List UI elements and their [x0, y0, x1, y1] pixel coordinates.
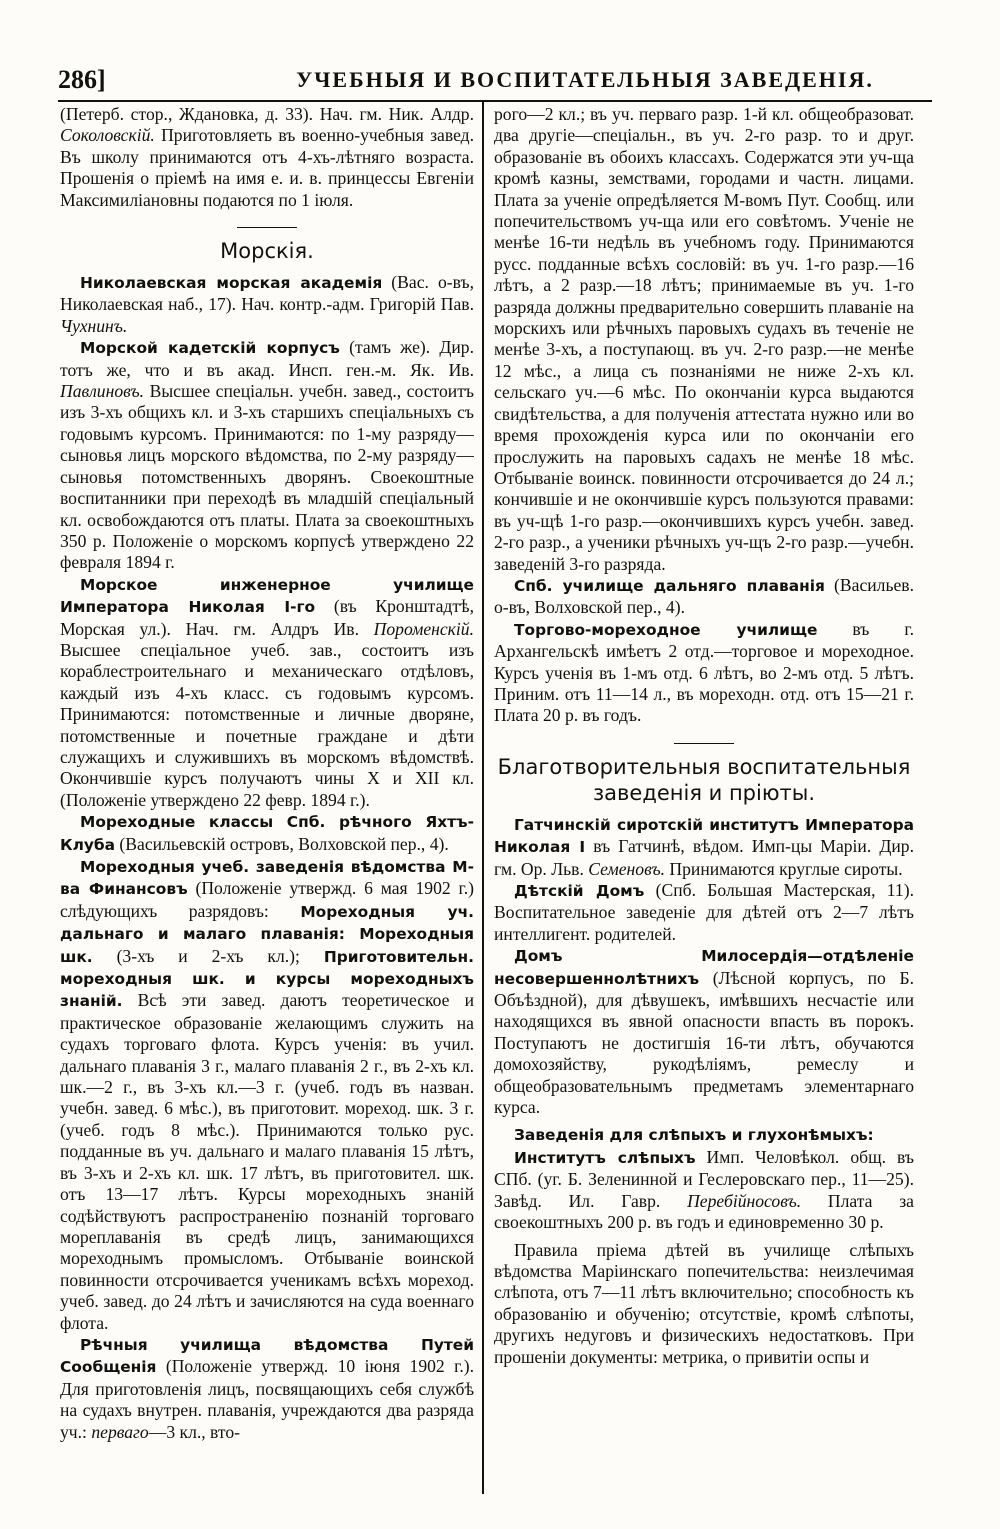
- entry-paragraph: Домъ Милосердія—отдѣленіе несовершеннолѣтнихъ (Лѣсной корпусъ, по Б. Объѣздной), для дѣвушекъ, имѣвшихъ несчастіе или находящихся въ явной опасности впасть въ порокъ. Поступаютъ не достигшія 16-ти лѣтъ, обучаются домохозяйству, рукодѣліямъ, ремеслу и общеобразовательнымъ предметамъ элементарнаго курса.: [494, 947, 914, 1118]
- section-title-marine: Морскія.: [220, 239, 314, 264]
- entry-paragraph: Морской кадетскій корпусъ (тамъ же). Дир. тотъ же, что и въ акад. Инсп. ген.-м. Як. Ив. Павлиновъ. Высшее спеціальн. учебн. завед., состоитъ изъ 3-хъ общихъ кл. и 3-хъ старшихъ спеціальныхъ съ годовымъ курсомъ. Принимаются: по 1-му разряду—сыновья лицъ морского вѣдомства, по 2-му разряду—сыновья потомственныхъ дворянъ. Своекоштные воспитанники при переходѣ въ младшій спеціальный кл. освобождаются отъ платы. Плата за своекоштныхъ 350 р. Положеніе о морскомъ корпусѣ утверждено 22 февраля 1894 г.: [60, 337, 474, 573]
- entry-paragraph: Рѣчныя училища вѣдомства Путей Сообщенія (Положеніе утвержд. 10 іюня 1902 г.). Для приготовленія лицъ, посвящающихъ себя службѣ на судахъ внутрен. плаванія, учреждаются два разряда уч.: перваго—3 кл., вто-: [60, 1335, 474, 1442]
- entry-paragraph: Торгово-мореходное училище въ г. Архангельскѣ имѣетъ 2 отд.—торговое и мореходное. Курсъ ученія въ 1-мъ отд. 6 лѣтъ, во 2-мъ отд. 5 лѣтъ. Приним. отъ 11—14 л., въ мореходн. отд. отъ 15—21 г. Плата 20 р. въ годъ.: [494, 618, 914, 726]
- running-title: УЧЕБНЫЯ И ВОСПИТАТЕЛЬНЫЯ ЗАВЕДЕНІЯ.: [296, 67, 874, 92]
- section-divider: [237, 227, 297, 228]
- header-rule: [58, 100, 932, 102]
- page-number: 286]: [58, 65, 106, 94]
- entry-paragraph: Институтъ слѣпыхъ Имп. Человѣкол. общ. въ СПб. (уг. Б. Зеленинной и Геслеровскаго пер., 11—25). Завѣд. Ил. Гавр. Перебійносовъ. Плата за своекоштныхъ 200 р. въ годъ и единовременно 30 р.: [494, 1146, 914, 1233]
- section-divider: [674, 743, 734, 744]
- entry-paragraph: Дѣтскій Домъ (Спб. Большая Мастерская, 11). Воспитательное заведеніе для дѣтей отъ 2—7 лѣтъ интеллигент. родителей.: [494, 880, 914, 944]
- column-separator: [482, 102, 484, 1494]
- entry-paragraph: Морское инженерное училище Императора Николая I-го (въ Кронштадтѣ, Морская ул.). Нач. гм. Алдръ Ив. Пороменскій. Высшее спеціальное учеб. зав., состоитъ изъ кораблестроительнаго и механическаго отдѣловъ, каждый изъ 4-хъ класс. съ годовымъ курсомъ. Принимаются: потомственные и личные дворяне, потомственные и почетные граждане и дѣти служащихъ и служившихъ въ морскомъ вѣдомствѣ. Окончившіе курсъ получаютъ чины X и XII кл. (Положеніе утверждено 22 февр. 1894 г.).: [60, 575, 474, 810]
- page-header: [58, 60, 932, 100]
- entry-paragraph: Спб. училище дальняго плаванія (Васильев. о-въ, Волховской пер., 4).: [494, 574, 914, 618]
- entry-paragraph: Николаевская морская академія (Вас. о-въ, Николаевская наб., 17). Нач. контр.-адм. Григорій Пав. Чухнинъ.: [60, 272, 474, 336]
- paragraph: рого—2 кл.; въ уч. перваго разр. 1-й кл. общеобразоват. два другіе—спеціальн., въ уч. 2-го разр. то и друг. образованіе въ обоихъ классахъ. Содержатся эти уч-ща кромѣ казны, земствами, городами и частн. лицами. Плата за ученіе опредѣляется М-вомъ Пут. Сообщ. или попечительствомъ уч-ща или его совѣтомъ. Ученіе не менѣе 16-ти недѣль въ учебномъ году. Принимаются русс. подданные всѣхъ сословій: въ уч. 1-го разр.—16 лѣтъ, а 2 разр.—18 лѣтъ; принимаемые въ уч. 1-го разряда должны предварительно совершить плаваніе на морскихъ или рѣчныхъ паровыхъ судахъ въ теченіе не менѣе 3-хъ, а поступающ. въ уч. 2-го разр.—не менѣе 12 мѣс., а лица съ познаніями не ниже 2-хъ кл. сельскаго уч.—6 мѣс. По окончаніи курса выдаются свидѣтельства, а для полученія аттестата нужно или во время прохожденія курса или по окончаніи его прослужить на паровыхъ садахъ не менѣе 18 мѣс. Отбываніе воинск. повинности отсрочивается до 24 л.; кончившіе и не окончившіе курсъ пользуются правами: въ уч-щѣ 1-го разр.—окончившихъ курсъ учебн. завед. 2-го разр., а ученики рѣчныхъ уч-щъ 2-го разр.—учебн. заведеній 3-го разряда.: [494, 104, 914, 574]
- left-column: [60, 104, 474, 1499]
- paragraph: (Петерб. стор., Ждановка, д. 33). Нач. гм. Ник. Алдр. Соколовскій. Приготовляеть въ военно-учебныя завед. Въ школу принимаются отъ 4-хъ-лѣтняго возраста. Прошенія о пріемѣ на имя е. и. в. принцессы Евгеніи Максимиліановны подаются по 1 іюля.: [60, 104, 474, 210]
- paragraph: Правила пріема дѣтей въ училище слѣпыхъ вѣдомства Маріинскаго попечительства: неизлечимая слѣпота, отъ 7—11 лѣтъ включительно; способность къ образованію и обученію; отсутствіе, кромѣ слѣпоты, другихъ недуговъ и физическихъ недостатковъ. При прошеніи документы: метрика, о привитіи оспы и: [494, 1239, 914, 1367]
- entry-paragraph: Мореходные классы Спб. рѣчного Яхтъ-Клуба (Васильевскій островъ, Волховской пер., 4).: [60, 813, 474, 854]
- right-column: [494, 104, 914, 1499]
- subsection-heading: Заведенія для слѣпыхъ и глухонѣмыхъ:: [514, 1126, 874, 1145]
- entry-paragraph: Мореходныя учеб. заведенія вѣдомства М-ва Финансовъ (Положеніе утвержд. 6 мая 1902 г.) слѣдующихъ разрядовъ: Мореходныя уч. дальнаго и малаго плаванія: Мореходныя шк. (3-хъ и 2-хъ кл.); Приготовительн. мореходныя шк. и курсы мореходныхъ знаній. Всѣ эти завед. даютъ теоретическое и практическое образованіе желающимъ служить на судахъ торговаго флота. Курсъ ученія: въ учил. дальнаго плаванія 3 г., малаго плаванія 2 г., въ 2-хъ кл. шк.—2 г., въ 3-хъ кл.—3 г. (учеб. годъ въ назван. учебн. завед. 6 мѣс.), въ приготовит. мореход. шк. 3 г. (учеб. годъ 8 мѣс.). Принимаются только рус. подданные въ уч. дальнаго и малаго плаванія 15 лѣтъ, въ 3-хъ и 2-хъ кл. шк. 17 лѣтъ, въ приготовител. шк. отъ 13—17 лѣтъ. Курсы мореходныхъ знаній содѣйствуютъ распространенію познаній торговаго мореплаванія въ средѣ лицъ, занимающихся мореходнымъ промысломъ. Отбываніе воинской повинности отсрочивается ученикамъ всѣхъ мореход. учеб. завед. до 24 лѣтъ и зачисляются на суда военнаго флота.: [60, 858, 474, 1333]
- entry-paragraph: Гатчинскій сиротскій институтъ Императора Николая I въ Гатчинѣ, вѣдом. Имп-цы Маріи. Дир. гм. Ор. Льв. Семеновъ. Принимаются круглые сироты.: [494, 815, 914, 879]
- section-title-charity: Благотворительныя воспитательныя заведенія и пріюты.: [497, 754, 911, 805]
